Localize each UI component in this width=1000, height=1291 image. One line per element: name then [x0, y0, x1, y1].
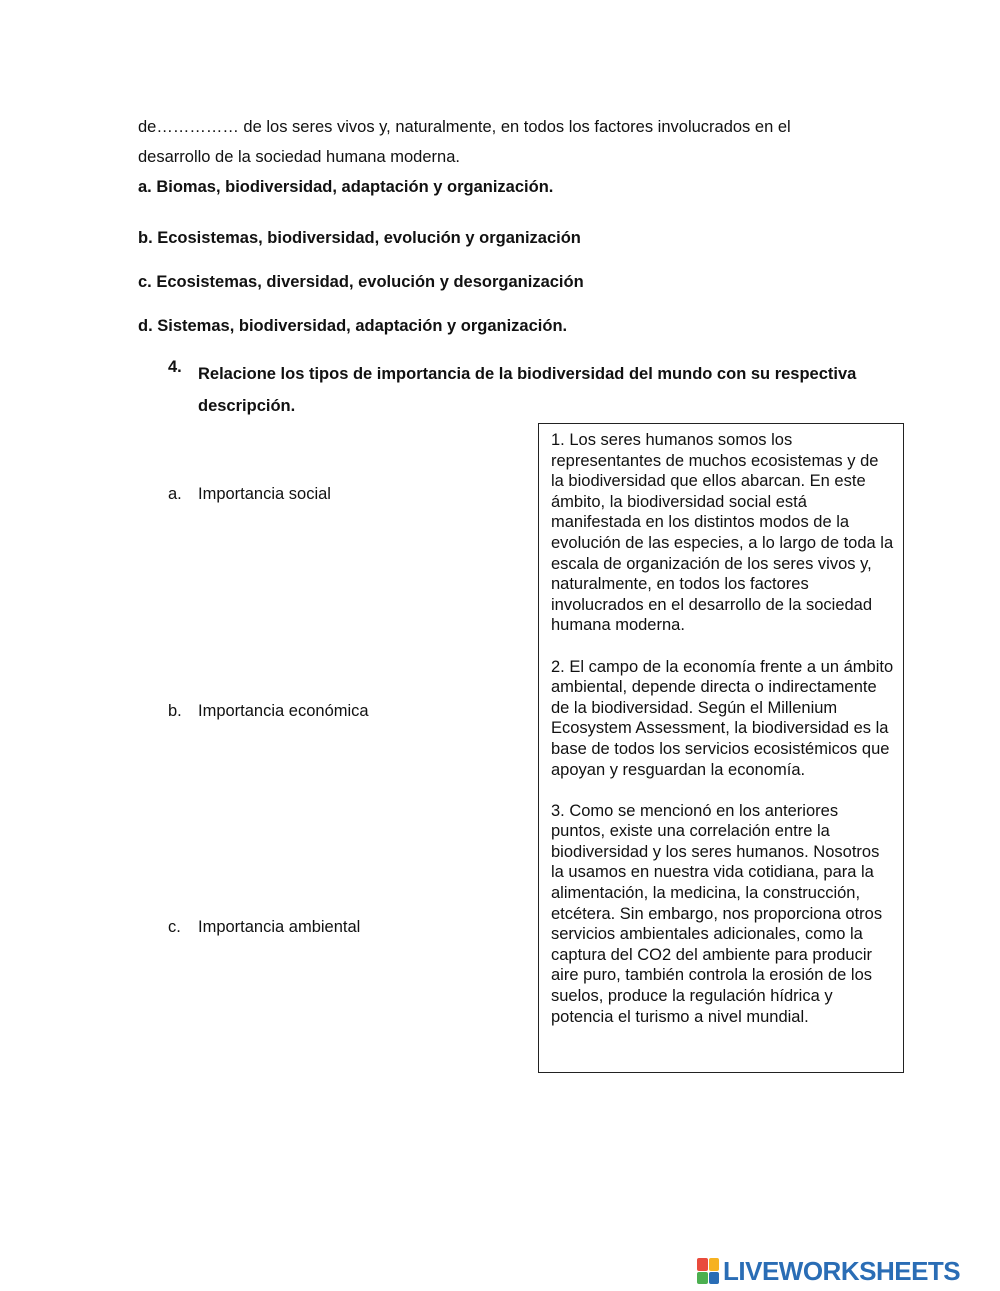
option-c: c. Ecosistemas, diversidad, evolución y desorganización	[138, 273, 584, 291]
intro-line-1: de…………… de los seres vivos y, naturalmente, en todos los factores involucrados en el	[138, 118, 791, 136]
question-4-text: Relacione los tipos de importancia de la biodiversidad del mundo con su respectiva descripción.	[198, 365, 857, 415]
description-1[interactable]: 1. Los seres humanos somos los representantes de muchos ecosistemas y de la biodiversidad que ellos abarcan. En este ámbito, la biodiversidad social está manifestada en los distintos modos de la evolución de las especies, a lo largo de toda la escala de organización de los seres vivos y, naturalmente, en todos los factores involucrados en el desarrollo de la sociedad humana moderna.	[551, 431, 894, 635]
intro-paragraph	[138, 112, 878, 172]
item-text: Importancia social	[198, 485, 331, 503]
logo-mark-icon	[697, 1258, 719, 1284]
logo-square-blue	[709, 1272, 720, 1285]
option-b: b. Ecosistemas, biodiversidad, evolución y organización	[138, 229, 581, 247]
description-3[interactable]: 3. Como se mencionó en los anteriores puntos, existe una correlación entre la biodiversidad y los seres humanos. Nosotros la usamos en nuestra vida cotidiana, para la alimentación, la medicina, la construcción, etcétera. Sin embargo, nos proporciona otros servicios ambientales adicionales, como la captura del CO2 del ambiente para producir aire puro, también controla la erosión de los suelos, produce la regulación hídrica y potencia el turismo a nivel mundial.	[551, 801, 883, 1026]
item-text: Importancia económica	[198, 702, 369, 720]
item-importancia-social[interactable]	[168, 485, 331, 504]
item-label: b.	[168, 702, 182, 720]
item-importancia-ambiental[interactable]	[168, 918, 360, 937]
item-label: a.	[168, 485, 182, 503]
liveworksheets-logo	[697, 1256, 960, 1286]
logo-square-red	[697, 1258, 708, 1271]
intro-line-2: desarrollo de la sociedad humana moderna.	[138, 148, 460, 166]
option-d: d. Sistemas, biodiversidad, adaptación y organización.	[138, 317, 568, 335]
option-a: a. Biomas, biodiversidad, adaptación y organización.	[138, 178, 554, 196]
question-4-number: 4.	[168, 358, 182, 376]
item-label: c.	[168, 918, 181, 936]
logo-square-yellow	[709, 1258, 720, 1271]
item-importancia-economica[interactable]	[168, 702, 369, 721]
logo-square-green	[697, 1272, 708, 1285]
descriptions-box	[538, 423, 904, 1073]
logo-text: LIVEWORKSHEETS	[723, 1255, 961, 1286]
description-2[interactable]: 2. El campo de la economía frente a un ámbito ambiental, depende directa o indirectamente de la biodiversidad. Según el Millenium Ecosystem Assessment, la biodiversidad es la base de todos los servicios ecosistémicos que apoyan y resguardan la economía.	[551, 657, 894, 779]
item-text: Importancia ambiental	[198, 918, 361, 936]
